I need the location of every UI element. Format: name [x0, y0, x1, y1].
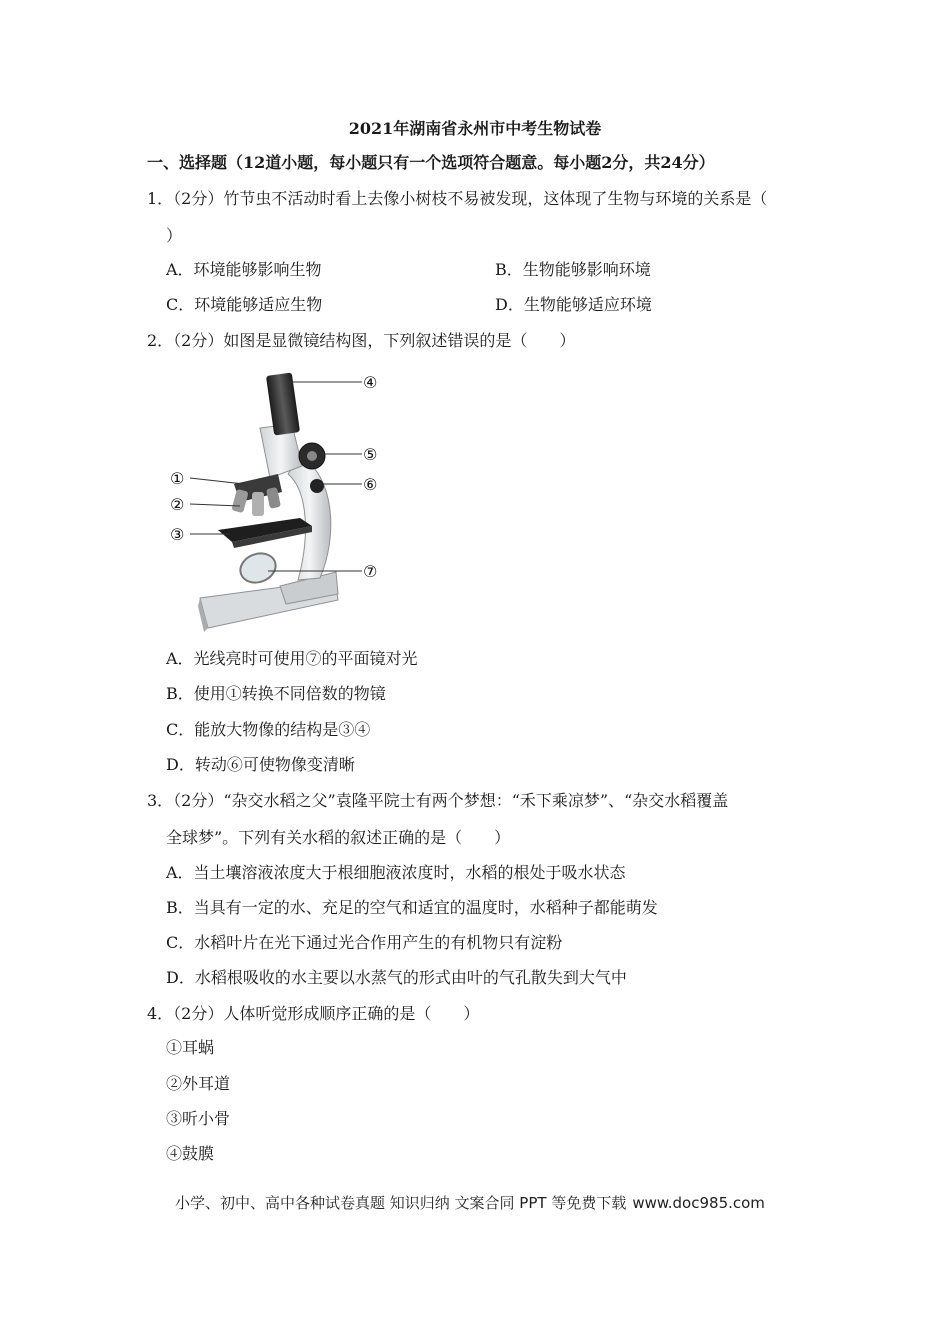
figure-label-3: ③ [170, 525, 185, 544]
microscope-figure [160, 366, 400, 638]
question-3-option-d: D．水稻根吸收的水主要以水蒸气的形式由叶的气孔散失到大气中 [166, 968, 627, 987]
objective-1 [231, 489, 248, 513]
question-2-option-d: D．转动⑥可使物像变清晰 [166, 755, 355, 774]
question-3-stem-cont: 全球梦”。下列有关水稻的叙述正确的是（ ） [166, 828, 511, 847]
question-1-option-b: B．生物能够影响环境 [495, 260, 651, 279]
question-1-stem: 1．（2分）竹节虫不活动时看上去像小树枝不易被发现，这体现了生物与环境的关系是（ [147, 189, 768, 208]
question-2-stem: 2．（2分）如图是显微镜结构图，下列叙述错误的是（ ） [147, 331, 576, 350]
figure-label-7: ⑦ [363, 562, 378, 581]
section-heading: 一、选择题（12道小题，每小题只有一个选项符合题意。每小题2分，共24分） [147, 153, 715, 172]
question-1-option-c: C．环境能够适应生物 [166, 295, 323, 314]
question-1-stem-cont: ） [166, 226, 183, 245]
microscope-arm [288, 456, 331, 580]
question-3-option-b: B．当具有一定的水、充足的空气和适宜的温度时，水稻种子都能萌发 [166, 898, 658, 917]
fine-focus-knob [310, 479, 324, 493]
page-footer [175, 1192, 765, 1213]
question-1-option-a: A．环境能够影响生物 [166, 260, 322, 279]
question-4-item-2: ②外耳道 [166, 1074, 231, 1093]
question-4-item-4: ④鼓膜 [166, 1144, 215, 1163]
question-4-item-3: ③听小骨 [166, 1109, 231, 1128]
objective-2 [252, 492, 264, 516]
question-4-item-1: ①耳蜗 [166, 1038, 215, 1057]
figure-label-1: ① [170, 469, 185, 488]
page-title: 2021年湖南省永州市中考生物试卷 [348, 119, 602, 138]
question-1-option-d: D．生物能够适应环境 [495, 295, 652, 314]
question-4-stem: 4．（2分）人体听觉形成顺序正确的是（ ） [147, 1004, 480, 1023]
figure-label-6: ⑥ [363, 475, 378, 494]
question-3-option-c: C．水稻叶片在光下通过光合作用产生的有机物只有淀粉 [166, 933, 563, 952]
figure-label-2: ② [170, 495, 185, 514]
footer-link[interactable]: www.doc985.com [632, 1194, 765, 1212]
question-3-stem: 3．（2分）“杂交水稻之父”袁隆平院士有两个梦想：“禾下乘凉梦”、“杂交水稻覆盖 [147, 791, 729, 810]
microscope-base [198, 572, 338, 632]
footer-text: 小学、初中、高中各种试卷真题 知识归纳 文案合同 PPT 等免费下载 [175, 1194, 627, 1212]
mirror [236, 549, 279, 588]
figure-label-5: ⑤ [363, 445, 378, 464]
question-2-option-a: A．光线亮时可使用⑦的平面镜对光 [166, 649, 418, 668]
question-2-option-c: C．能放大物像的结构是③④ [166, 720, 371, 739]
question-2-option-b: B．使用①转换不同倍数的物镜 [166, 684, 386, 703]
question-3-option-a: A．当土壤溶液浓度大于根细胞液浓度时，水稻的根处于吸水状态 [166, 863, 626, 882]
figure-label-4: ④ [363, 373, 378, 392]
